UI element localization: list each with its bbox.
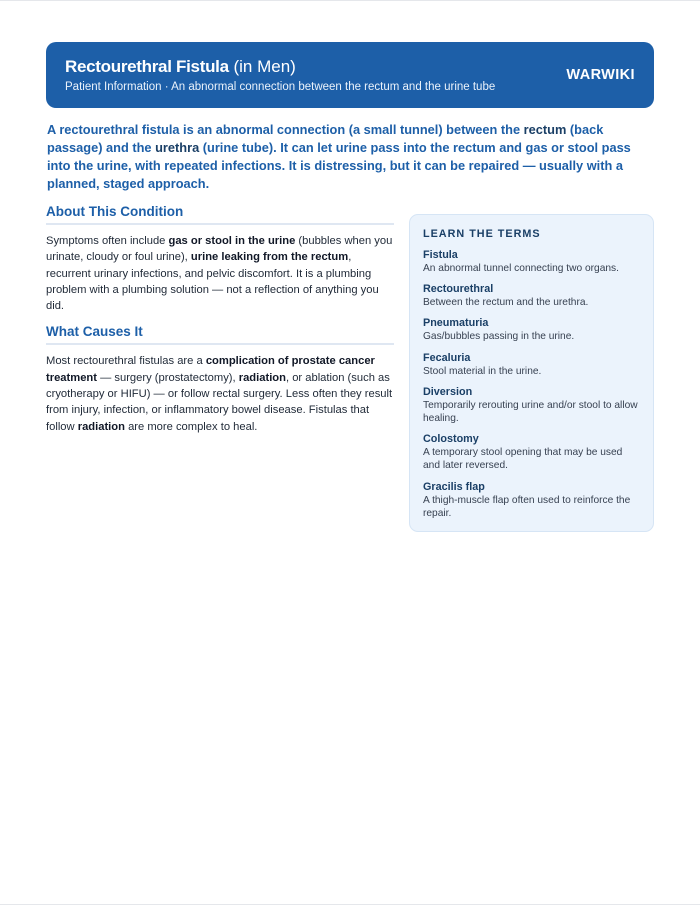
main-column [46,204,394,435]
terms-title: LEARN THE TERMS [423,228,541,240]
page-subtitle: Patient Information · An abnormal connection between the rectum and the urine tube [65,81,496,93]
page-bottom-rule [0,904,700,905]
term-definition: A temporary stool opening that may be used and later reversed. [423,447,623,472]
term-name: Gracilis flap [423,480,485,493]
page-title: Rectourethral Fistula (in Men) [65,57,296,76]
term-definition: Temporarily rerouting urine and/or stool to allow healing. [423,399,638,425]
term-name: Pneumaturia [423,317,489,330]
intro-emphasis-rectum: rectum [523,122,567,137]
title-suffix: (in Men) [228,57,296,76]
page-top-rule [0,0,700,1]
intro-paragraph: A rectourethral fistula is an abnormal connection (a small tunnel) between the rectum (back passage) and the urethra (urine tube). It can let urine pass into the rectum and gas or stool pass into the urine, with repeated infections. It is distressing, but it can be repaired — usually with a planned, staged approach. [47,122,631,191]
term-definition: A thigh-muscle flap often used to reinforce the repair. [423,494,631,519]
term-definition: Gas/bubbles passing in the urine. [423,331,575,343]
page-header [46,42,654,108]
brand-logo: WARWIKI [566,67,635,83]
causes-paragraph: Most rectourethral fistulas are a complication of prostate cancer treatment — surgery (prostatectomy), radiation, or ablation (such as cryotherapy or HIFU) — or follow rectal surgery. Less often they result from injury, infection, or inflammatory bowel disease. Fistulas that follow radiation are more complex to heal. [46,355,393,433]
term-name: Fecaluria [423,351,471,364]
term-item [423,282,640,309]
section-title-about: About This Condition [46,204,394,225]
term-item [423,316,640,343]
term-item [423,385,640,425]
intro-emphasis-urethra: urethra [155,140,200,155]
term-definition: An abnormal tunnel connecting two organs. [423,263,619,274]
term-item [423,432,640,472]
term-definition: Between the rectum and the urethra. [423,297,589,309]
term-name: Diversion [423,385,473,398]
term-name: Colostomy [423,433,479,446]
term-name: Fistula [423,249,458,261]
about-paragraph: Symptoms often include gas or stool in the urine (bubbles when you urinate, cloudy or foul urine), urine leaking from the rectum, recurrent urinary infections, and pelvic discomfort. It is a plumbing problem with a plumbing solution — not a reflection of anything you did. [46,235,393,313]
term-item [423,351,640,378]
term-item [423,480,640,520]
section-title-causes: What Causes It [46,324,394,345]
term-name: Rectourethral [423,283,494,296]
term-item [423,248,640,275]
term-definition: Stool material in the urine. [423,365,542,377]
terms-glossary-box [409,214,654,532]
